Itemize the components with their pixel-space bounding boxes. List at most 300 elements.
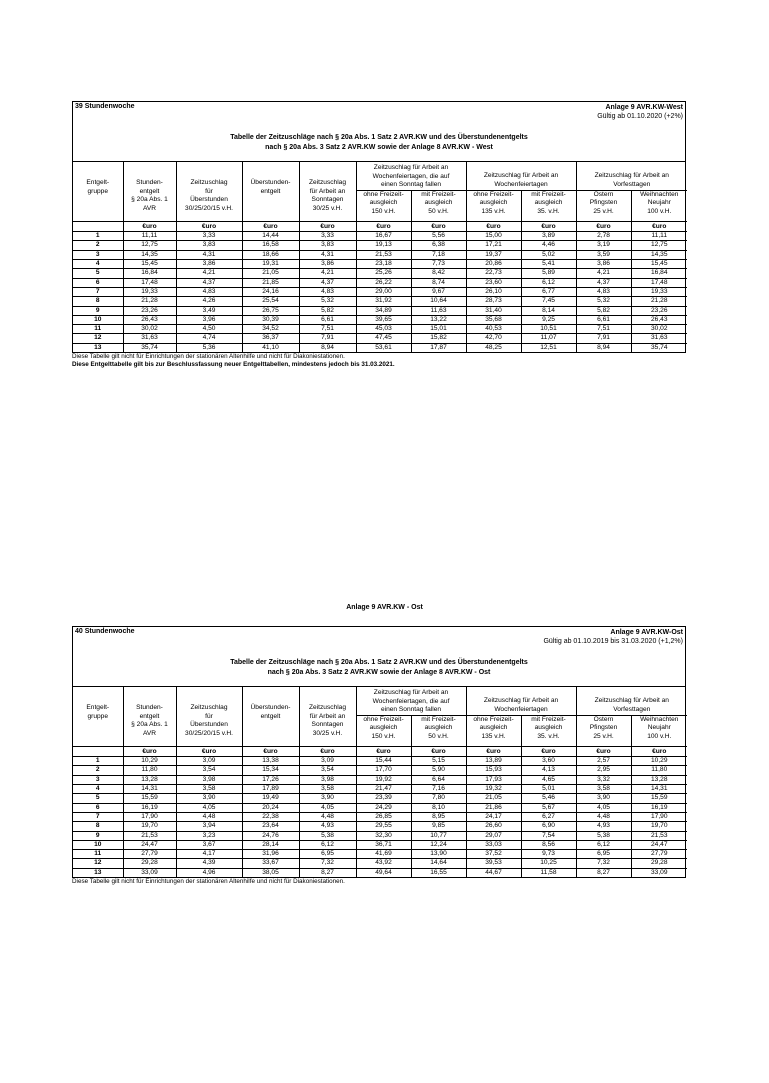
- value-cell: 3,67: [176, 840, 242, 849]
- col-weihnachten: [632, 716, 688, 742]
- value-cell: 7,54: [521, 831, 576, 840]
- header-line: ausgleich: [369, 199, 398, 207]
- anlage-info: [543, 628, 683, 646]
- header-line: 30/25/20/15 v.H.: [185, 729, 233, 737]
- col-mit50: [412, 191, 466, 217]
- value-cell: 26,43: [631, 315, 687, 324]
- header-cell: [356, 715, 411, 746]
- value-cell: 3,32: [576, 775, 631, 784]
- value-cell: 53,61: [356, 343, 411, 352]
- value-cell: 23,39: [356, 794, 411, 803]
- header-line: 135 v.H.: [481, 732, 506, 740]
- header-line: Entgelt-: [86, 179, 110, 186]
- header-row: [73, 687, 687, 715]
- value-cell: 10,25: [521, 859, 576, 868]
- value-cell: 30,39: [242, 315, 299, 324]
- value-cell: 8,94: [576, 343, 631, 352]
- value-cell: 3,54: [176, 766, 242, 775]
- value-cell: 7,32: [299, 859, 356, 868]
- value-cell: 3,89: [521, 232, 576, 241]
- header-cell: [176, 162, 242, 221]
- value-cell: 43,92: [356, 859, 411, 868]
- value-cell: 3,86: [176, 260, 242, 269]
- table-header-row: [73, 102, 685, 121]
- value-cell: 17,90: [123, 812, 176, 821]
- header-line: Wochenfeiertagen, die auf: [372, 697, 450, 705]
- header-line: Zeitzuschlag für Arbeit an: [594, 697, 669, 704]
- value-cell: 5,46: [521, 794, 576, 803]
- value-cell: 27,79: [631, 850, 687, 859]
- col-weihnachten: [632, 191, 688, 217]
- value-cell: 4,48: [299, 812, 356, 821]
- value-cell: 11,11: [631, 232, 687, 241]
- col-mit50: [412, 716, 466, 742]
- value-cell: 21,53: [631, 831, 687, 840]
- header-group: [356, 162, 466, 190]
- header-line: für Arbeit an: [309, 187, 346, 195]
- value-cell: 21,05: [466, 794, 521, 803]
- value-cell: 28,14: [242, 840, 299, 849]
- value-cell: 4,37: [299, 278, 356, 287]
- value-cell: 11,11: [123, 232, 176, 241]
- value-cell: 4,65: [521, 775, 576, 784]
- unit-cell: €uro: [411, 746, 466, 757]
- header-line: Zeitzuschlag: [308, 179, 347, 186]
- value-cell: 17,90: [631, 812, 687, 821]
- value-cell: 7,91: [299, 334, 356, 343]
- unit-cell: €uro: [176, 221, 242, 232]
- group-wochenfeiertag: [467, 172, 576, 189]
- value-cell: 8,56: [521, 840, 576, 849]
- title-line-2: nach § 20a Abs. 3 Satz 2 AVR.KW sowie der Anlage 8 AVR.KW - West: [265, 144, 493, 151]
- table-row: [73, 831, 687, 840]
- unit-cell: €uro: [631, 746, 687, 757]
- value-cell: 19,31: [242, 260, 299, 269]
- value-cell: 10,51: [521, 325, 576, 334]
- validity-footnote: Diese Entgelttabelle gilt bis zur Beschlussfassung neuer Entgelttabellen, mindestens jedoch bis 31.03.2021.: [72, 361, 395, 369]
- header-line: AVR: [142, 729, 157, 737]
- value-cell: 48,25: [466, 343, 521, 352]
- value-cell: 7,45: [521, 297, 576, 306]
- header-line: Vorfesttagen: [613, 180, 651, 188]
- anlage-label: Anlage 9 AVR.KW-Ost: [610, 629, 683, 636]
- header-group: [466, 162, 576, 190]
- header-line: Wochenfeiertagen, die auf: [372, 172, 450, 180]
- value-cell: 35,68: [466, 315, 521, 324]
- value-cell: 33,03: [466, 840, 521, 849]
- header-cell: [356, 190, 411, 221]
- table-row: [73, 822, 687, 831]
- value-cell: 36,71: [356, 840, 411, 849]
- week-label: 40 Stundenwoche: [75, 628, 135, 635]
- value-cell: 6,95: [299, 850, 356, 859]
- value-cell: 19,13: [356, 241, 411, 250]
- entgeltgruppe-cell: 10: [73, 315, 123, 324]
- value-cell: 25,54: [242, 297, 299, 306]
- value-cell: 13,22: [411, 315, 466, 324]
- header-line: Stunden-: [136, 179, 163, 186]
- header-line: 25 v.H.: [593, 207, 614, 215]
- value-cell: 8,27: [299, 868, 356, 877]
- value-cell: 35,74: [631, 343, 687, 352]
- header-cell: [73, 162, 123, 221]
- entgeltgruppe-cell: 6: [73, 278, 123, 287]
- value-cell: 23,60: [466, 278, 521, 287]
- value-cell: 14,35: [123, 250, 176, 259]
- value-cell: 5,90: [411, 766, 466, 775]
- unit-cell: €uro: [576, 746, 631, 757]
- value-cell: 2,95: [576, 766, 631, 775]
- header-line: mit Freizeit-: [421, 715, 456, 723]
- value-cell: 19,33: [631, 287, 687, 296]
- entgeltgruppe-cell: 3: [73, 775, 123, 784]
- table-row: [73, 325, 687, 334]
- header-cell: [299, 687, 356, 746]
- value-cell: 3,86: [576, 260, 631, 269]
- header-line: Überstunden: [190, 721, 228, 729]
- header-line: entgelt: [260, 187, 281, 195]
- header-line: Weihnachten: [640, 190, 679, 198]
- header-line: 30/25/20/15 v.H.: [185, 204, 233, 212]
- value-cell: 10,77: [411, 831, 466, 840]
- header-line: mit Freizeit-: [531, 715, 566, 723]
- header-line: Zeitzuschlag für Arbeit an: [373, 164, 449, 171]
- header-line: ausgleich: [369, 724, 398, 732]
- value-cell: 36,37: [242, 334, 299, 343]
- value-cell: 39,53: [466, 859, 521, 868]
- entgeltgruppe-cell: 9: [73, 831, 123, 840]
- value-cell: 33,09: [123, 868, 176, 877]
- value-cell: 8,74: [411, 278, 466, 287]
- value-cell: 4,96: [176, 868, 242, 877]
- value-cell: 7,91: [576, 334, 631, 343]
- anlage-info: [597, 103, 683, 121]
- value-cell: 3,86: [299, 260, 356, 269]
- col-zeitzuschlag: [177, 179, 242, 213]
- value-cell: 14,31: [123, 785, 176, 794]
- value-cell: 35,74: [123, 343, 176, 352]
- value-cell: 17,21: [466, 241, 521, 250]
- col-sonntag: [300, 179, 356, 213]
- value-cell: 13,28: [631, 775, 687, 784]
- value-cell: 26,10: [466, 287, 521, 296]
- value-cell: 19,70: [631, 822, 687, 831]
- value-cell: 3,49: [176, 306, 242, 315]
- value-cell: 3,98: [176, 775, 242, 784]
- value-cell: 4,21: [176, 269, 242, 278]
- value-cell: 4,50: [176, 325, 242, 334]
- entgeltgruppe-cell: 11: [73, 325, 123, 334]
- title-line-1: Tabelle der Zeitzuschläge nach § 20a Abs. 1 Satz 2 AVR.KW und des Überstundenentgelts: [230, 134, 528, 141]
- value-cell: 8,94: [299, 343, 356, 352]
- header-line: entgelt: [139, 712, 160, 720]
- value-cell: 26,43: [123, 315, 176, 324]
- value-cell: 4,83: [299, 287, 356, 296]
- entgeltgruppe-cell: 12: [73, 859, 123, 868]
- header-line: § 20a Abs. 1: [131, 721, 168, 729]
- value-cell: 4,48: [576, 812, 631, 821]
- value-cell: 13,28: [123, 775, 176, 784]
- value-cell: 30,02: [631, 325, 687, 334]
- header-line: 150 v.H.: [371, 207, 396, 215]
- value-cell: 17,48: [631, 278, 687, 287]
- value-cell: 19,49: [242, 794, 299, 803]
- unit-cell: [73, 221, 123, 232]
- header-cell: [176, 687, 242, 746]
- table-ost-block: [72, 626, 686, 886]
- value-cell: 9,25: [521, 315, 576, 324]
- value-cell: 19,37: [466, 250, 521, 259]
- value-cell: 23,18: [356, 260, 411, 269]
- value-cell: 6,12: [299, 840, 356, 849]
- value-cell: 4,05: [176, 803, 242, 812]
- header-line: für: [205, 187, 213, 195]
- table-row: [73, 278, 687, 287]
- value-cell: 16,58: [242, 241, 299, 250]
- value-cell: 24,16: [242, 287, 299, 296]
- value-cell: 6,95: [576, 850, 631, 859]
- header-line: 100 v.H.: [647, 207, 672, 215]
- value-cell: 6,38: [411, 241, 466, 250]
- header-line: Wochenfeiertagen: [494, 180, 548, 188]
- value-cell: 28,73: [466, 297, 521, 306]
- value-cell: 3,58: [176, 785, 242, 794]
- value-cell: 3,60: [521, 757, 576, 766]
- value-cell: 4,21: [576, 269, 631, 278]
- table-row: [73, 850, 687, 859]
- unit-cell: €uro: [123, 746, 176, 757]
- value-cell: 6,77: [521, 287, 576, 296]
- header-line: Weihnachten: [640, 715, 679, 723]
- value-cell: 13,90: [411, 850, 466, 859]
- value-cell: 21,85: [242, 278, 299, 287]
- header-line: mit Freizeit-: [531, 190, 566, 198]
- value-cell: 14,31: [631, 785, 687, 794]
- value-cell: 34,89: [356, 306, 411, 315]
- value-cell: 17,93: [466, 775, 521, 784]
- value-cell: 3,58: [299, 785, 356, 794]
- header-cell: [466, 715, 521, 746]
- header-line: Stunden-: [136, 704, 163, 711]
- value-cell: 29,07: [466, 831, 521, 840]
- value-cell: 7,73: [411, 260, 466, 269]
- col-mit35: [522, 191, 576, 217]
- header-line: Entgelt-: [86, 704, 110, 711]
- header-line: 35. v.H.: [537, 207, 560, 215]
- header-line: für Arbeit an: [309, 712, 346, 720]
- value-cell: 4,05: [576, 803, 631, 812]
- entgeltgruppe-cell: 2: [73, 241, 123, 250]
- header-cell: [631, 190, 687, 221]
- header-line: für: [205, 712, 213, 720]
- col-mit35: [522, 716, 576, 742]
- value-cell: 5,82: [299, 306, 356, 315]
- value-cell: 14,64: [411, 859, 466, 868]
- value-cell: 31,92: [356, 297, 411, 306]
- zuschlag-table-west: [73, 162, 687, 352]
- table-row: [73, 306, 687, 315]
- table-row: [73, 812, 687, 821]
- value-cell: 8,27: [576, 868, 631, 877]
- value-cell: 7,32: [576, 859, 631, 868]
- value-cell: 17,26: [242, 775, 299, 784]
- value-cell: 22,73: [466, 269, 521, 278]
- value-cell: 29,28: [123, 859, 176, 868]
- value-cell: 6,61: [299, 315, 356, 324]
- value-cell: 13,38: [242, 757, 299, 766]
- value-cell: 3,23: [176, 831, 242, 840]
- value-cell: 3,98: [299, 775, 356, 784]
- entgeltgruppe-cell: 1: [73, 232, 123, 241]
- value-cell: 10,29: [123, 757, 176, 766]
- header-line: Zeitzuschlag für Arbeit an: [483, 172, 559, 179]
- table-header-row: [73, 627, 685, 646]
- value-cell: 41,69: [356, 850, 411, 859]
- header-line: ohne Freizeit-: [363, 715, 404, 723]
- header-cell: [123, 162, 176, 221]
- header-line: 50 v.H.: [428, 207, 449, 215]
- value-cell: 21,47: [356, 785, 411, 794]
- value-cell: 49,64: [356, 868, 411, 877]
- value-cell: 33,67: [242, 859, 299, 868]
- table-row: [73, 859, 687, 868]
- col-ohne150: [357, 716, 411, 742]
- value-cell: 26,85: [356, 812, 411, 821]
- value-cell: 37,52: [466, 850, 521, 859]
- header-row: [73, 162, 687, 190]
- unit-cell: €uro: [576, 221, 631, 232]
- col-ostern: [577, 191, 631, 217]
- value-cell: 27,79: [123, 850, 176, 859]
- entgeltgruppe-cell: 13: [73, 343, 123, 352]
- value-cell: 41,10: [242, 343, 299, 352]
- col-zeitzuschlag: [177, 704, 242, 738]
- value-cell: 17,89: [242, 785, 299, 794]
- header-cell: [411, 715, 466, 746]
- value-cell: 11,58: [521, 868, 576, 877]
- value-cell: 3,09: [176, 757, 242, 766]
- entgeltgruppe-cell: 1: [73, 757, 123, 766]
- zuschlag-table-ost: [73, 687, 687, 877]
- value-cell: 16,55: [411, 868, 466, 877]
- value-cell: 18,66: [242, 250, 299, 259]
- value-cell: 11,80: [631, 766, 687, 775]
- value-cell: 24,76: [242, 831, 299, 840]
- header-line: ohne Freizeit-: [363, 190, 404, 198]
- table-title: [73, 121, 685, 162]
- value-cell: 16,19: [631, 803, 687, 812]
- table-row: [73, 260, 687, 269]
- entgeltgruppe-cell: 9: [73, 306, 123, 315]
- header-line: Vorfesttagen: [613, 705, 651, 713]
- header-cell: [242, 687, 299, 746]
- value-cell: 3,83: [299, 241, 356, 250]
- table-west-block: [72, 101, 686, 369]
- table-ost-frame: [72, 626, 686, 878]
- value-cell: 25,26: [356, 269, 411, 278]
- value-cell: 40,53: [466, 325, 521, 334]
- header-cell: [521, 190, 576, 221]
- col-stunden: [124, 704, 176, 738]
- entgeltgruppe-cell: 3: [73, 250, 123, 259]
- unit-cell: €uro: [242, 221, 299, 232]
- header-line: 100 v.H.: [647, 732, 672, 740]
- entgeltgruppe-cell: 8: [73, 822, 123, 831]
- value-cell: 15,44: [356, 757, 411, 766]
- header-line: Überstunden-: [250, 704, 291, 711]
- value-cell: 3,96: [176, 315, 242, 324]
- value-cell: 26,75: [242, 306, 299, 315]
- header-group: [356, 687, 466, 715]
- value-cell: 44,67: [466, 868, 521, 877]
- header-cell: [242, 162, 299, 221]
- value-cell: 16,84: [123, 269, 176, 278]
- header-line: entgelt: [260, 712, 281, 720]
- header-line: 135 v.H.: [481, 207, 506, 215]
- value-cell: 15,45: [631, 260, 687, 269]
- value-cell: 17,70: [356, 766, 411, 775]
- header-line: Zeitzuschlag für Arbeit an: [483, 697, 559, 704]
- header-line: 150 v.H.: [371, 732, 396, 740]
- value-cell: 4,83: [176, 287, 242, 296]
- value-cell: 11,63: [411, 306, 466, 315]
- group-wochenfeiertag: [467, 697, 576, 714]
- value-cell: 12,75: [123, 241, 176, 250]
- value-cell: 16,84: [631, 269, 687, 278]
- unit-cell: €uro: [521, 221, 576, 232]
- unit-cell: €uro: [466, 746, 521, 757]
- header-line: ausgleich: [534, 724, 563, 732]
- table-row: [73, 287, 687, 296]
- group-vorfest: [577, 172, 688, 189]
- group-sonntagfeiertag: [357, 164, 466, 190]
- value-cell: 10,29: [631, 757, 687, 766]
- header-cell: [466, 190, 521, 221]
- entgeltgruppe-cell: 7: [73, 812, 123, 821]
- header-line: ausgleich: [479, 199, 508, 207]
- table-row: [73, 343, 687, 352]
- col-entgelt: [73, 179, 123, 196]
- value-cell: 31,40: [466, 306, 521, 315]
- value-cell: 4,83: [576, 287, 631, 296]
- unit-cell: €uro: [411, 221, 466, 232]
- value-cell: 23,64: [242, 822, 299, 831]
- group-sonntagfeiertag: [357, 689, 466, 715]
- value-cell: 8,42: [411, 269, 466, 278]
- value-cell: 11,07: [521, 334, 576, 343]
- unit-row: [73, 746, 687, 757]
- value-cell: 16,19: [123, 803, 176, 812]
- value-cell: 14,35: [631, 250, 687, 259]
- value-cell: 8,10: [411, 803, 466, 812]
- value-cell: 6,27: [521, 812, 576, 821]
- col-ueberstunden: [243, 704, 299, 721]
- value-cell: 5,32: [576, 297, 631, 306]
- value-cell: 33,09: [631, 868, 687, 877]
- value-cell: 23,26: [123, 306, 176, 315]
- value-cell: 13,89: [466, 757, 521, 766]
- value-cell: 7,51: [576, 325, 631, 334]
- header-line: gruppe: [87, 712, 109, 720]
- entgeltgruppe-cell: 6: [73, 803, 123, 812]
- value-cell: 4,74: [176, 334, 242, 343]
- table-row: [73, 297, 687, 306]
- value-cell: 9,67: [411, 287, 466, 296]
- value-cell: 12,75: [631, 241, 687, 250]
- unit-cell: [73, 746, 123, 757]
- header-line: Zeitzuschlag: [190, 179, 228, 186]
- value-cell: 26,22: [356, 278, 411, 287]
